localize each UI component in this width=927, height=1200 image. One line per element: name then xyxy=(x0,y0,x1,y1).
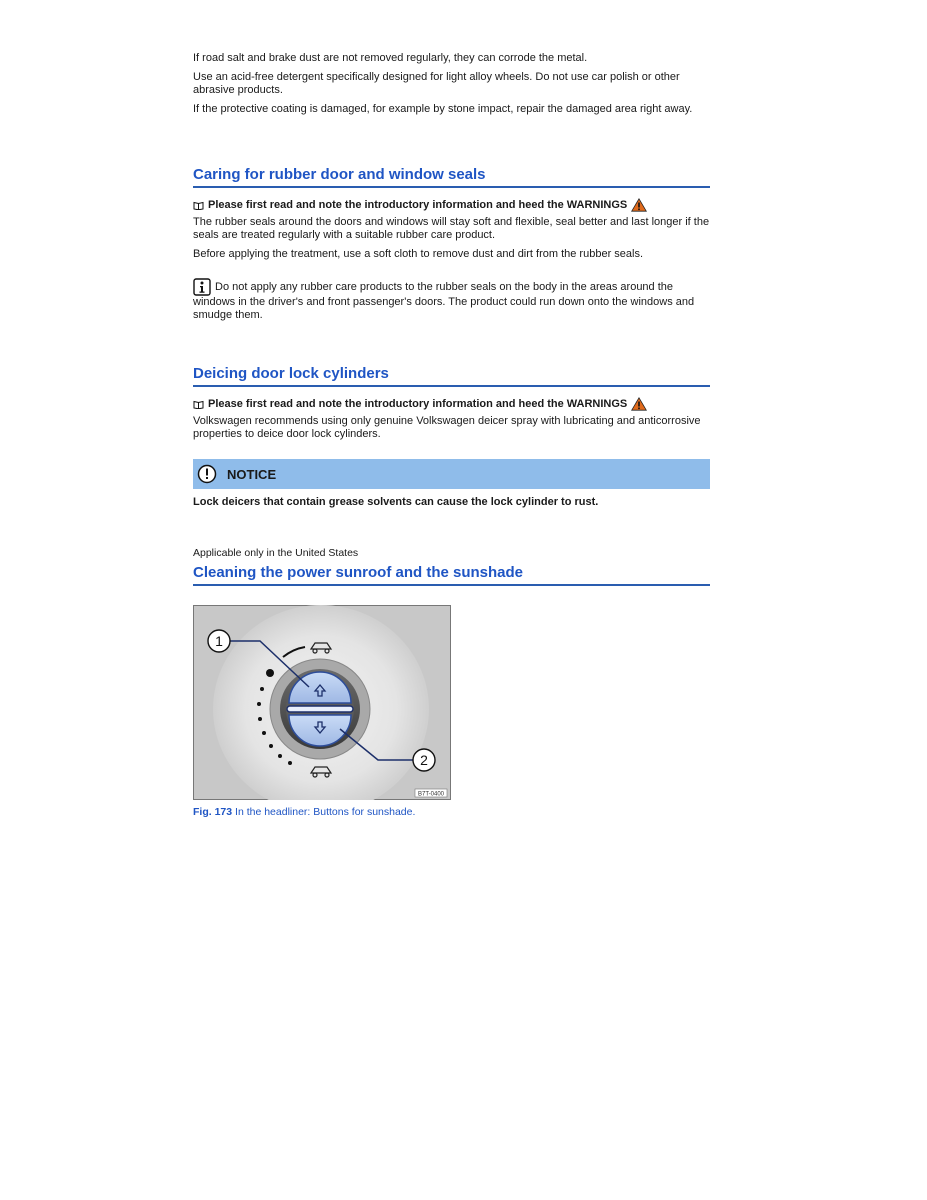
figure-caption xyxy=(193,806,710,819)
paragraph: Use an acid-free detergent specifically designed for light alloy wheels. Do not use car polish or other abrasive products. xyxy=(193,71,680,96)
caption-text: In the headliner: Buttons for sunshade. xyxy=(235,806,416,818)
notice-bar xyxy=(193,459,710,489)
intro-block xyxy=(193,52,710,122)
callout-2: 2 xyxy=(420,752,428,768)
section-deicing xyxy=(193,365,710,509)
paragraph: Before applying the treatment, use a soft cloth to remove dust and dirt from the rubber seals. xyxy=(193,248,644,260)
callout-1: 1 xyxy=(215,633,223,649)
notice-label: NOTICE xyxy=(227,466,277,482)
caption-label: Fig. 173 xyxy=(193,806,233,818)
sunshade-illustration xyxy=(193,605,451,800)
section-sunroof xyxy=(193,547,710,586)
info-note-text: Do not apply any rubber care products to the rubber seals on the body in the areas around the windows in the driver's and front passenger's doors. The product could run down onto the windows and smudge them. xyxy=(193,281,695,321)
paragraph: Volkswagen recommends using only genuine Volkswagen deicer spray with lubricating and anticorrosive properties to deice door lock cylinders. xyxy=(193,415,701,440)
paragraph: If road salt and brake dust are not removed regularly, they can corrode the metal. xyxy=(193,52,588,64)
section-title: Caring for rubber door and window seals xyxy=(193,166,710,188)
section-rubber-seals xyxy=(193,166,710,322)
intro-note-text: Please first read and note the introductory information and heed the WARNINGS xyxy=(208,198,628,211)
book-icon xyxy=(193,201,204,210)
figure-code: B7T-0400 xyxy=(417,791,445,798)
section-title: Cleaning the power sunroof and the sunshade xyxy=(193,564,710,586)
exclamation-icon xyxy=(197,464,217,484)
info-note xyxy=(193,278,710,322)
paragraph: The rubber seals around the doors and windows will stay soft and flexible, seal better and last longer if the seals are treated regularly with a suitable rubber care product. xyxy=(193,216,710,241)
applicability-note: Applicable only in the United States xyxy=(193,547,359,559)
figure-sunshade-buttons xyxy=(193,605,451,800)
book-icon xyxy=(193,400,204,409)
paragraph: If the protective coating is damaged, for example by stone impact, repair the damaged area right away. xyxy=(193,103,693,115)
section-title: Deicing door lock cylinders xyxy=(193,365,710,387)
info-icon xyxy=(193,278,211,296)
intro-note xyxy=(193,198,710,212)
intro-note xyxy=(193,397,710,411)
intro-note-text: Please first read and note the introductory information and heed the WARNINGS xyxy=(208,397,628,410)
warning-icon xyxy=(631,397,647,411)
notice-text: Lock deicers that contain grease solvents can cause the lock cylinder to rust. xyxy=(193,496,599,508)
warning-icon xyxy=(631,198,647,212)
